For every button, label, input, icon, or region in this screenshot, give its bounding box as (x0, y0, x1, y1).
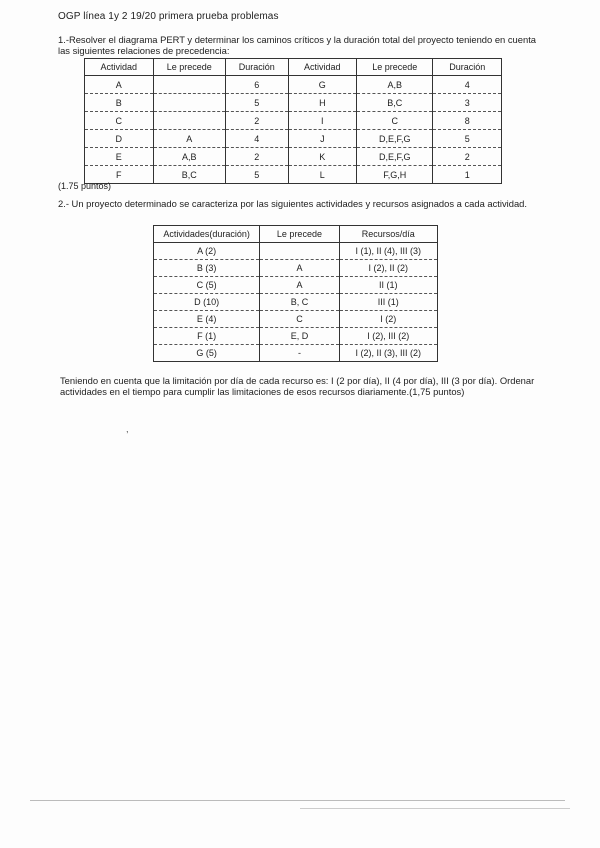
column-header: Duración (433, 59, 502, 76)
table-cell: 4 (225, 130, 288, 148)
table-cell: - (260, 345, 339, 362)
stray-mark: , (126, 424, 129, 434)
table-row (154, 260, 438, 277)
table-row (85, 148, 502, 166)
table-cell: L (288, 166, 357, 184)
table-cell: 5 (433, 130, 502, 148)
table-cell: D,E,F,G (357, 130, 433, 148)
table-cell: E (85, 148, 154, 166)
table-cell: I (2) (339, 311, 437, 328)
table-cell: I (2), III (2) (339, 328, 437, 345)
table-cell: B (3) (154, 260, 260, 277)
table-cell: H (288, 94, 357, 112)
table-row (85, 76, 502, 94)
table-row (85, 94, 502, 112)
table-header-row (85, 59, 502, 76)
table-cell (153, 94, 225, 112)
table-cell: A,B (357, 76, 433, 94)
table-cell: C (357, 112, 433, 130)
table-cell: G (5) (154, 345, 260, 362)
table-row (154, 243, 438, 260)
table-cell: A,B (153, 148, 225, 166)
table-cell: C (5) (154, 277, 260, 294)
table-cell: J (288, 130, 357, 148)
question-2-text: 2.- Un proyecto determinado se caracteriza por las siguientes actividades y recursos asignados a cada actividad. (58, 198, 527, 209)
table-cell: I (288, 112, 357, 130)
table-row (154, 277, 438, 294)
page-bottom-line (30, 800, 565, 801)
table-cell (260, 243, 339, 260)
table-cell: 2 (225, 148, 288, 166)
column-header: Le precede (357, 59, 433, 76)
table-cell: D (85, 130, 154, 148)
table-cell: 4 (433, 76, 502, 94)
table-cell: 6 (225, 76, 288, 94)
table-cell: 2 (225, 112, 288, 130)
table-cell: 5 (225, 94, 288, 112)
table-cell: 1 (433, 166, 502, 184)
table-row (154, 328, 438, 345)
column-header: Le precede (153, 59, 225, 76)
table-cell: A (260, 277, 339, 294)
table-cell: F,G,H (357, 166, 433, 184)
table-row (154, 294, 438, 311)
table-row (85, 112, 502, 130)
table-cell: F (85, 166, 154, 184)
table-cell: K (288, 148, 357, 166)
table-cell: G (288, 76, 357, 94)
table-cell (153, 76, 225, 94)
table-cell: 2 (433, 148, 502, 166)
table-cell: A (85, 76, 154, 94)
table-cell: 8 (433, 112, 502, 130)
table-cell: D (10) (154, 294, 260, 311)
table-row (85, 130, 502, 148)
table-cell: C (85, 112, 154, 130)
column-header: Actividad (85, 59, 154, 76)
question-3-text: Teniendo en cuenta que la limitación por día de cada recurso es: I (2 por día), II (4 por día), III (3 por día). Ordenar actividades en el tiempo para cumplir las limitaciones de esos recursos diariamente.(1,75 puntos) (60, 375, 535, 397)
column-header: Actividades(duración) (154, 226, 260, 243)
table-cell: III (1) (339, 294, 437, 311)
table-cell: A (2) (154, 243, 260, 260)
table-cell: I (2), II (3), III (2) (339, 345, 437, 362)
table-row (85, 166, 502, 184)
column-header: Le precede (260, 226, 339, 243)
table-cell: 5 (225, 166, 288, 184)
question-1-text: 1.-Resolver el diagrama PERT y determinar los caminos críticos y la duración total del proyecto teniendo en cuenta las siguientes relaciones de precedencia: (58, 34, 537, 56)
table-cell: B (85, 94, 154, 112)
table-cell: F (1) (154, 328, 260, 345)
column-header: Actividad (288, 59, 357, 76)
page-bottom-line (300, 808, 570, 809)
table-cell: I (2), II (2) (339, 260, 437, 277)
table-cell: A (260, 260, 339, 277)
table-cell: E (4) (154, 311, 260, 328)
table-row (154, 311, 438, 328)
table-cell: 3 (433, 94, 502, 112)
table-cell: D,E,F,G (357, 148, 433, 166)
table-cell: E, D (260, 328, 339, 345)
resources-table (153, 225, 438, 362)
table-cell: B, C (260, 294, 339, 311)
pert-precedence-table (84, 58, 502, 184)
table-cell: C (260, 311, 339, 328)
table-row (154, 345, 438, 362)
page-header: OGP línea 1y 2 19/20 primera prueba problemas (58, 11, 279, 22)
table-cell: A (153, 130, 225, 148)
question-1-points: (1.75 puntos) (58, 181, 112, 191)
column-header: Duración (225, 59, 288, 76)
table-cell: B,C (357, 94, 433, 112)
column-header: Recursos/día (339, 226, 437, 243)
table-cell (153, 112, 225, 130)
table-cell: II (1) (339, 277, 437, 294)
table-cell: I (1), II (4), III (3) (339, 243, 437, 260)
table-cell: B,C (153, 166, 225, 184)
table-header-row (154, 226, 438, 243)
